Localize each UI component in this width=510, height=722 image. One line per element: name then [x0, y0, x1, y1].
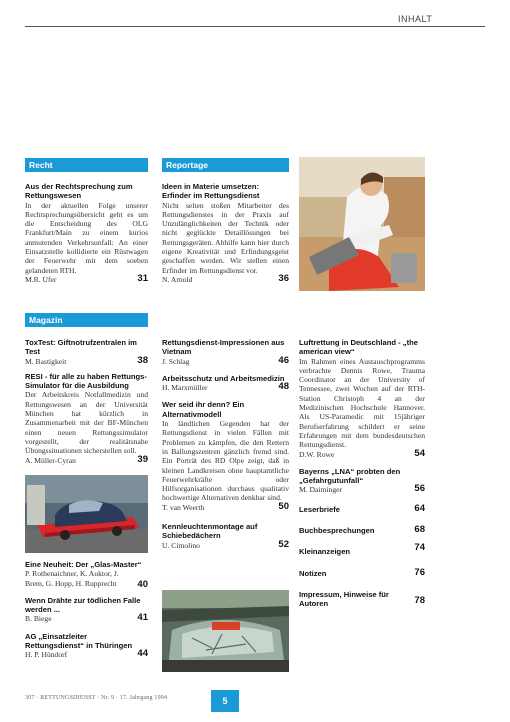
entry-author: B. Biege [25, 614, 52, 624]
entry-page: 68 [414, 524, 425, 536]
toc-entry[interactable] [162, 400, 289, 512]
entry-page: 41 [137, 612, 148, 624]
entry-page: 50 [278, 500, 289, 512]
entry-page: 52 [278, 538, 289, 550]
entry-page: 31 [137, 272, 148, 284]
entry-title: Bayerns „LNA“ probten den „Gefahrgutunfall“ [299, 466, 401, 486]
entry-page: 48 [278, 381, 289, 393]
entry-page: 74 [414, 542, 425, 554]
entry-page: 36 [278, 272, 289, 284]
entry-page: 56 [414, 483, 425, 495]
entry-text: Der Arbeitskreis Notfallmedizin und Rettungswesen an der Universität München hat kürzlich in Zusammenarbeit mit der BF-München einen neuen Rettungssimulator vorgestellt, der realitätsnahe Übungssituationen sicherstellen soll. [25, 390, 148, 456]
entry-author: T. van Weerth [162, 502, 205, 512]
toc-entry[interactable] [299, 566, 425, 578]
recht-entry[interactable] [25, 182, 148, 284]
entry-author: U. Cimolino [162, 540, 200, 550]
entry-page: 46 [278, 354, 289, 366]
entry-author: J. Schlag [162, 356, 190, 366]
entry-title: Wer seid ihr denn? Ein Alternativmodell [162, 400, 245, 419]
toc-entry[interactable] [299, 502, 425, 514]
entry-title: Wenn Drähte zur tödlichen Falle werden ... [25, 595, 141, 615]
magazin-column-1 [25, 338, 148, 465]
entry-author: H. P. Hündorf [25, 650, 68, 660]
entry-page: 39 [137, 453, 148, 465]
entry-author: A. Müller-Cyran [25, 455, 76, 465]
page-number: 5 [211, 690, 239, 712]
toc-entry[interactable] [299, 467, 425, 495]
entry-title: Impressum, Hinweise für Autoren [299, 589, 389, 609]
entry-text: Im Rahmen eines Austauschprogramms verbrachte Dennis Rowe, Trauma Coordinator an der University of Tennessee, zwei Wochen auf der RTH-Station Christoph 4 an der Medizinischen Hochschule Hannover. Als US-Paramedic mit 15jähriger Berufserfahrung schildert er seine Erfahrungen mit dem bundesdeutschen Rettungsdienst. [299, 356, 425, 450]
entry-title: Rettungsdienst-Impressionen aus Vietnam [162, 338, 285, 357]
entry-title: Luftrettung in Deutschland - „the american view“ [299, 338, 418, 357]
section-bar-recht: Recht [25, 158, 148, 172]
toc-entry[interactable] [299, 542, 425, 557]
toc-entry[interactable] [299, 338, 425, 459]
entry-title: Arbeitsschutz und Arbeitsmedizin [162, 373, 285, 383]
toc-entry[interactable] [25, 338, 148, 366]
entry-author: N. Arnold [162, 274, 193, 284]
entry-author: M.R. Ufer [25, 274, 57, 284]
entry-title: AG „Einsatzleiter Rettungsdienst“ in Thüringen [25, 631, 133, 651]
entry-page: 38 [137, 354, 148, 366]
entry-title: Ideen in Materie umsetzen: Erfinder im Rettungsdienst [162, 182, 260, 201]
entry-author: P. Rothenaichner, K. Auktor, J. Brem, G. Hopp, H. Rupprecht [25, 569, 119, 588]
toc-entry[interactable] [25, 372, 148, 465]
header-rule [25, 26, 485, 27]
entry-title: Kennleuchtenmontage auf Schiebedächern [162, 522, 258, 541]
magazin-column-3 [299, 338, 425, 609]
entry-title: Aus der Rechtsprechung zum Rettungswesen [25, 182, 133, 201]
section-bar-reportage: Reportage [162, 158, 289, 172]
entry-title: RESI - für alle zu haben Rettungs-Simulator für die Ausbildung [25, 371, 147, 391]
entry-text: In der aktuellen Folge unserer Rechtsprechungsübersicht geht es um die Entscheidung des OLG Frankfurt/Main zu einem kurios anmutenden Verkehrsunfall: An einer Einsatzstelle kollidierte ein Rüstwagen der Feuerwehr mit dem soeben gelandeten RTH. [25, 200, 148, 275]
toc-entry[interactable] [299, 526, 425, 535]
entry-page: 44 [137, 648, 148, 660]
toc-entry[interactable] [299, 590, 425, 609]
toc-entry[interactable] [162, 338, 289, 366]
toc-entry[interactable] [25, 560, 148, 588]
photo-simulator [25, 475, 148, 553]
toc-entry[interactable] [25, 596, 148, 624]
entry-title: Eine Neuheit: Der „Glas-Master“ [25, 560, 142, 569]
entry-title: ToxTest: Giftnotrufzentralen im Test [25, 338, 137, 357]
entry-page: 78 [414, 594, 425, 606]
photo-car-roof [162, 590, 289, 672]
entry-text: In ländlichen Gegenden hat der Rettungsdienst in vielen Fällen mit Problemen zu kämpfen, die den Rettern in Ballungszentren gänzlich fremd sind. Ein Porträt des RD Olpe zeigt, daß in kleinen Landkreisen ohne hauptamtliche Feuerwehrkräfte oder Hilfsorganisationen durchaus qualitativ hochwertige Alternativen denkbar sind. [162, 419, 289, 503]
photo-inventor [299, 157, 425, 291]
section-bar-magazin: Magazin [25, 313, 148, 327]
entry-author: H. Marxmüller [162, 383, 208, 393]
magazin-column-1-lower [25, 560, 148, 660]
entry-title: Kleinanzeigen [299, 547, 351, 557]
entry-page: 54 [414, 447, 425, 459]
reportage-entry[interactable] [162, 182, 289, 284]
toc-entry[interactable] [162, 522, 289, 550]
entry-author: M. Bastigkeit [25, 356, 67, 366]
entry-title: Leserbriefe [299, 504, 340, 514]
entry-author: M. Daiminger [299, 485, 343, 495]
entry-text: Nicht selten stoßen Mitarbeiter des Rettungsdienstes in der Praxis auf Unzulänglichkeiten der Technik oder nicht geglückte Detaillösungen bei Rettungsgeräten. Abhilfe kann hier durch eigene Kreativität und Erfindungsgeist geschaffen werden. Wir stellen einen Erfinder im Rettungsdienst vor. [162, 200, 289, 275]
entry-page: 76 [414, 566, 425, 578]
entry-page: 64 [414, 502, 425, 514]
entry-title: Buchbesprechungen [299, 526, 375, 536]
footer-journal-info: 307 · RETTUNGSDIENST · Nr. 9 · 17. Jahrgang 1994 [25, 695, 168, 701]
entry-author: D.W. Rowe [299, 449, 335, 459]
magazin-column-2 [162, 338, 289, 550]
entry-page: 40 [137, 579, 148, 590]
section-header: INHALT [398, 14, 433, 24]
toc-entry[interactable] [25, 632, 148, 660]
toc-entry[interactable] [162, 374, 289, 393]
entry-title: Notizen [299, 568, 327, 578]
